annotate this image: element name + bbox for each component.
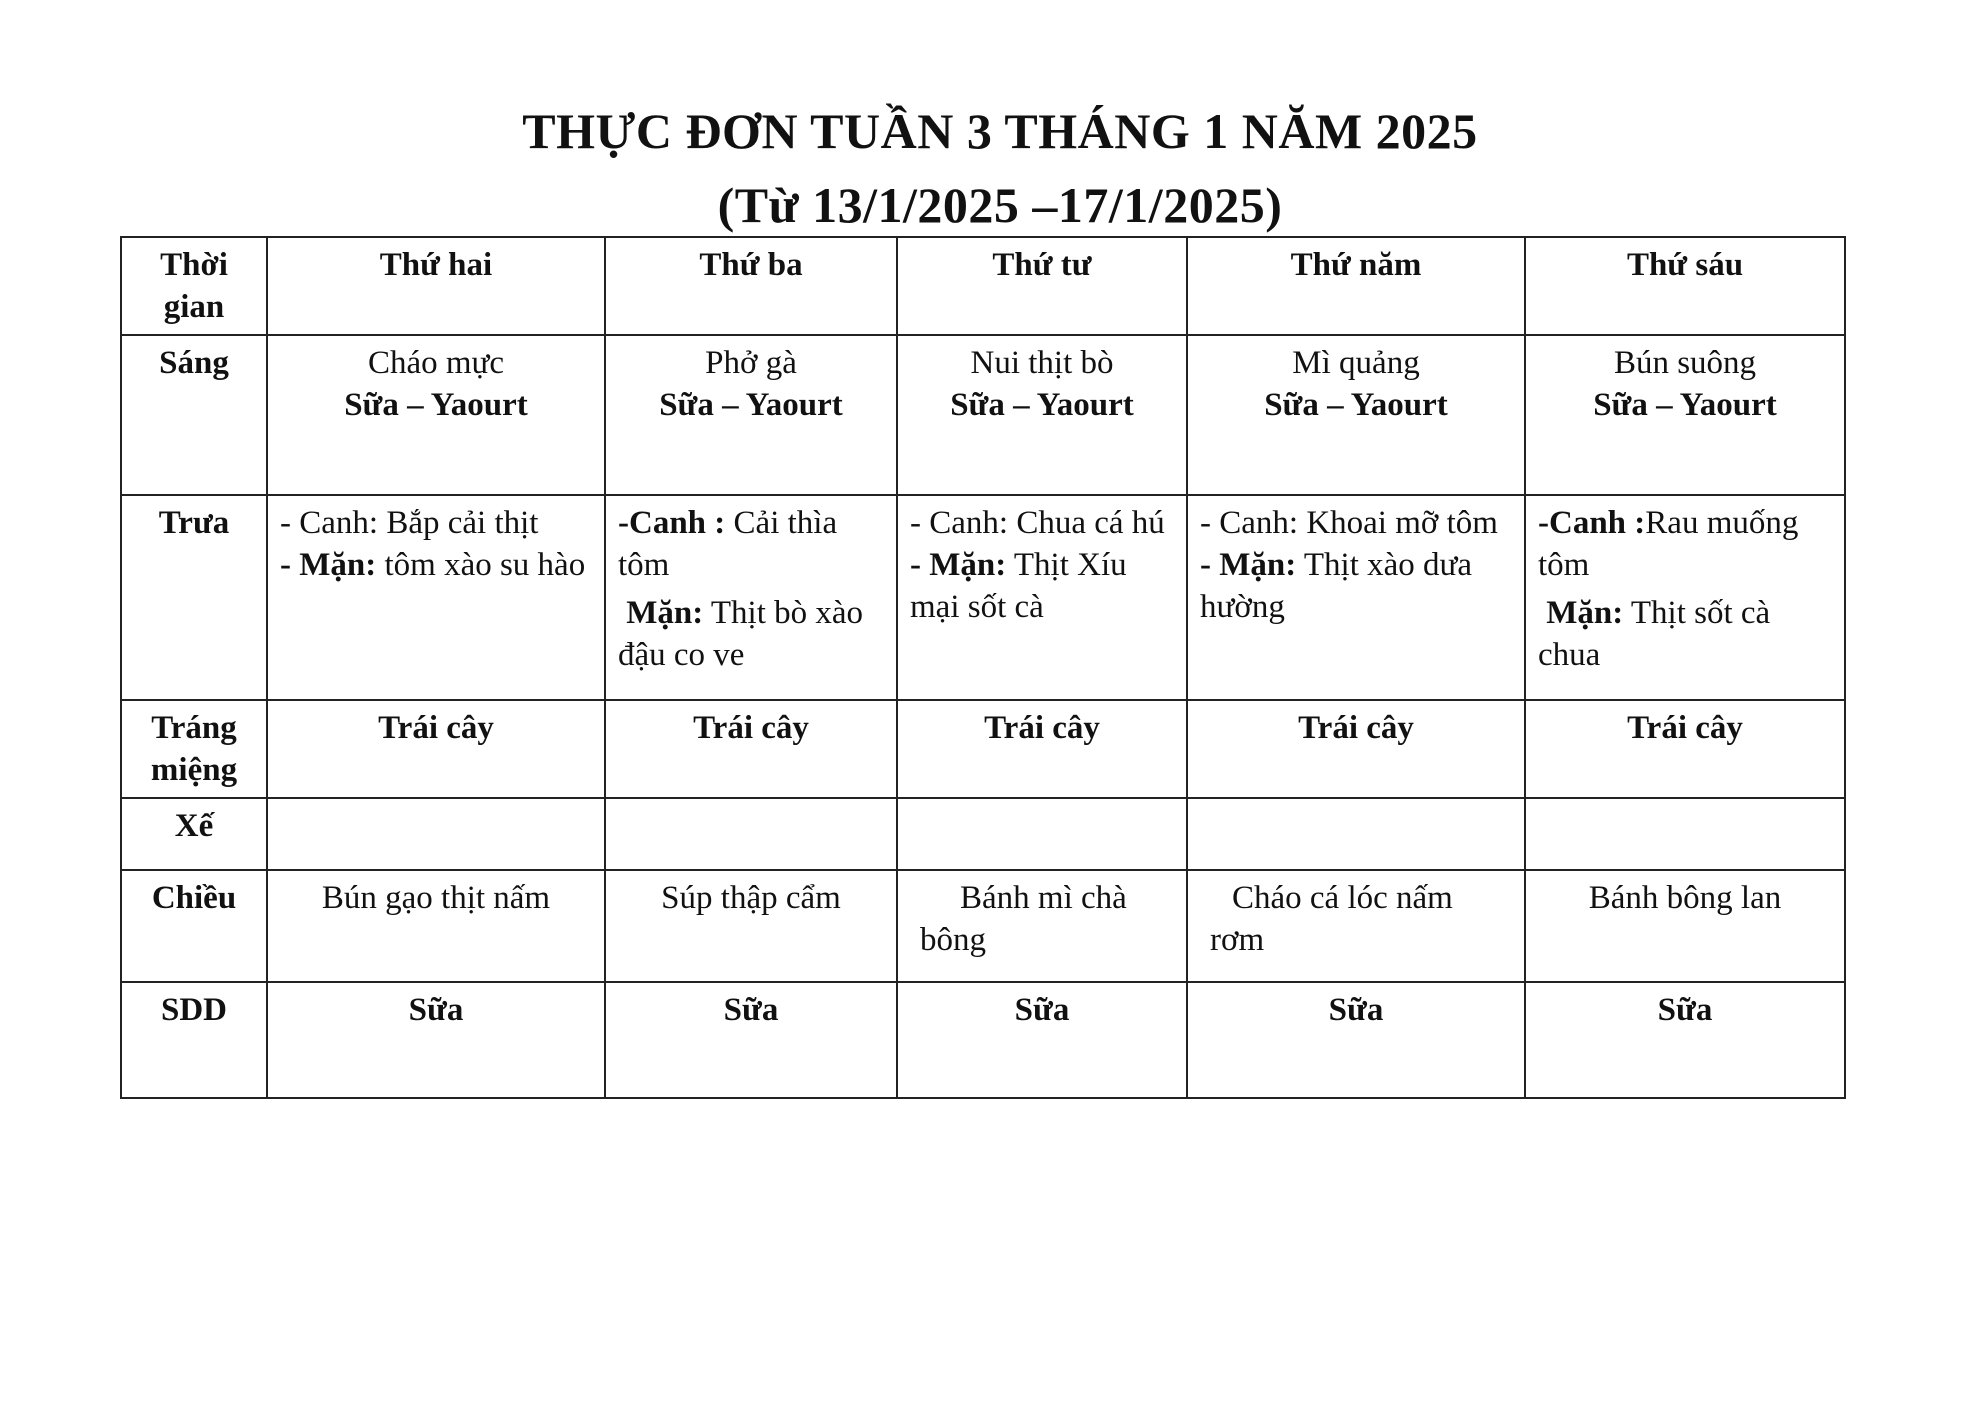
trang-mieng-cell-tue: Trái cây [605, 700, 897, 798]
man-line [618, 592, 884, 676]
man-text: Thịt Xíu mại sốt cà [910, 547, 1127, 625]
man-line [910, 544, 1174, 628]
canh-text: Cải thìa tôm [618, 505, 838, 583]
sang-cell-fri [1525, 335, 1845, 495]
page-title: THỰC ĐƠN TUẦN 3 THÁNG 1 NĂM 2025 [522, 103, 1478, 159]
chieu-cell-tue: Súp thập cẩm [605, 870, 897, 982]
trua-cell-tue [605, 495, 897, 700]
row-trang-mieng [121, 700, 1845, 798]
canh-text: Bắp cải thịt [378, 505, 539, 541]
dish-text: Nui thịt bò [970, 345, 1114, 381]
menu-table [120, 236, 1846, 1099]
chieu-cell-thu [1187, 870, 1525, 982]
canh-label: - Canh: [1200, 505, 1299, 541]
xe-cell-fri [1525, 798, 1845, 870]
sang-cell-tue [605, 335, 897, 495]
chieu-cell-fri: Bánh bông lan [1525, 870, 1845, 982]
canh-text: Chua cá hú [1008, 505, 1165, 541]
row-sdd [121, 982, 1845, 1098]
man-label: - Mặn: [1200, 547, 1297, 583]
canh-label: -Canh : [1538, 505, 1646, 541]
canh-line [910, 502, 1174, 544]
header-day-mon: Thứ hai [267, 237, 605, 335]
man-label: Mặn: [1546, 595, 1624, 631]
trua-cell-thu [1187, 495, 1525, 700]
man-line [280, 544, 592, 586]
row-chieu [121, 870, 1845, 982]
row-label-sdd: SDD [121, 982, 267, 1098]
canh-line [1538, 502, 1832, 586]
header-row [121, 237, 1845, 335]
chieu-cell-wed [897, 870, 1187, 982]
header-day-tue: Thứ ba [605, 237, 897, 335]
xe-cell-mon [267, 798, 605, 870]
trua-cell-wed [897, 495, 1187, 700]
sdd-cell-mon: Sữa [267, 982, 605, 1098]
trua-cell-mon [267, 495, 605, 700]
page-subtitle: (Từ 13/1/2025 –17/1/2025) [717, 177, 1283, 233]
header-day-thu: Thứ năm [1187, 237, 1525, 335]
header-day-wed: Thứ tư [897, 237, 1187, 335]
trua-cell-fri [1525, 495, 1845, 700]
sdd-cell-wed: Sữa [897, 982, 1187, 1098]
man-label: - Mặn: [280, 547, 377, 583]
canh-label: - Canh: [910, 505, 1009, 541]
xe-cell-tue [605, 798, 897, 870]
trang-mieng-cell-wed: Trái cây [897, 700, 1187, 798]
drink-text: Sữa – Yaourt [950, 387, 1134, 423]
man-line [1538, 592, 1832, 676]
man-text: Thịt bò xào đậu co ve [618, 595, 864, 673]
row-label-trua: Trưa [121, 495, 267, 700]
row-label-trang-mieng: Tráng miệng [121, 700, 267, 798]
row-label-chieu: Chiều [121, 870, 267, 982]
trang-mieng-cell-thu: Trái cây [1187, 700, 1525, 798]
row-label-xe: Xế [121, 798, 267, 870]
man-label: Mặn: [626, 595, 704, 631]
canh-text: Khoai mỡ tôm [1298, 505, 1498, 541]
sang-cell-mon [267, 335, 605, 495]
drink-text: Sữa – Yaourt [659, 387, 843, 423]
man-text: Thịt sốt cà chua [1538, 595, 1771, 673]
chieu-text: Cháo cá lóc nấm rơm [1210, 880, 1453, 958]
man-label: - Mặn: [910, 547, 1007, 583]
canh-line [280, 502, 592, 544]
sdd-cell-thu: Sữa [1187, 982, 1525, 1098]
canh-label: -Canh : [618, 505, 726, 541]
trang-mieng-cell-mon: Trái cây [267, 700, 605, 798]
sang-cell-thu [1187, 335, 1525, 495]
canh-line [618, 502, 884, 586]
drink-text: Sữa – Yaourt [344, 387, 528, 423]
drink-text: Sữa – Yaourt [1593, 387, 1777, 423]
man-text: Thịt xào dưa hường [1200, 547, 1473, 625]
dish-text: Bún suông [1613, 345, 1757, 381]
row-sang [121, 335, 1845, 495]
dish-text: Phở gà [705, 345, 797, 381]
row-xe [121, 798, 1845, 870]
chieu-cell-mon: Bún gạo thịt nấm [267, 870, 605, 982]
header-time: Thời gian [121, 237, 267, 335]
xe-cell-thu [1187, 798, 1525, 870]
row-trua [121, 495, 1845, 700]
dish-text: Mì quảng [1292, 345, 1420, 381]
row-label-sang: Sáng [121, 335, 267, 495]
sang-cell-wed [897, 335, 1187, 495]
sdd-cell-tue: Sữa [605, 982, 897, 1098]
sdd-cell-fri: Sữa [1525, 982, 1845, 1098]
trang-mieng-cell-fri: Trái cây [1525, 700, 1845, 798]
drink-text: Sữa – Yaourt [1264, 387, 1448, 423]
chieu-text: Bánh mì chà bông [920, 880, 1127, 958]
canh-line [1200, 502, 1512, 544]
canh-label: - Canh: [280, 505, 379, 541]
canh-text: Rau muống tôm [1538, 505, 1799, 583]
dish-text: Cháo mực [367, 345, 505, 381]
header-day-fri: Thứ sáu [1525, 237, 1845, 335]
xe-cell-wed [897, 798, 1187, 870]
man-text: tôm xào su hào [376, 547, 586, 583]
man-line [1200, 544, 1512, 628]
